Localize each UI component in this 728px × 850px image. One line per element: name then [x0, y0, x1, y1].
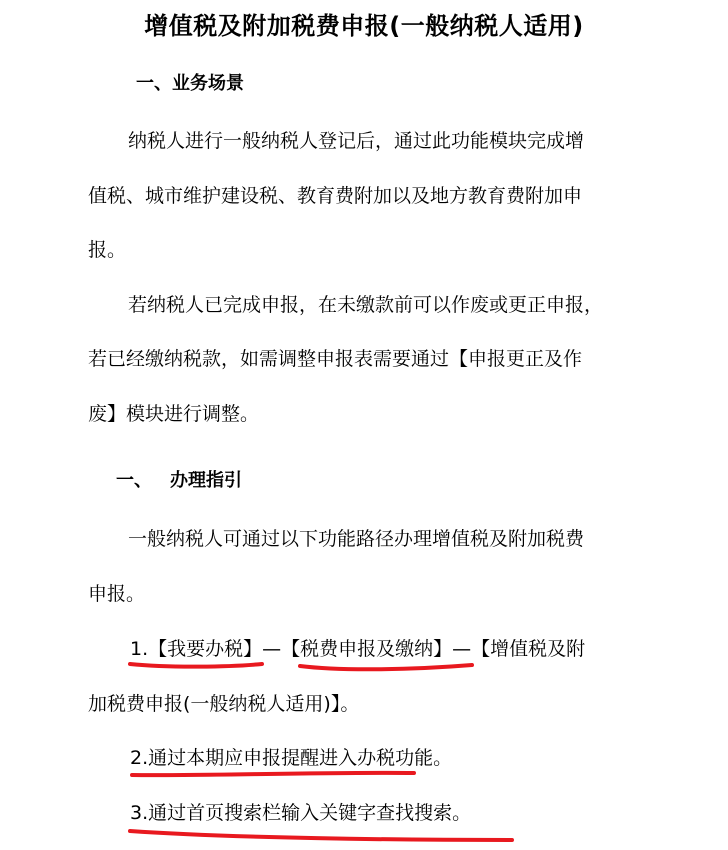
paragraph-line: 申报。 — [88, 583, 146, 605]
path-item-3: 3.通过首页搜索栏输入关键字查找搜索。 — [130, 802, 472, 824]
section-heading-business-scenario: 一、业务场景 — [136, 73, 244, 94]
path-item-1-line: 加税费申报(一般纳税人适用)】。 — [88, 693, 360, 715]
paragraph-line: 纳税人进行一般纳税人登记后，通过此功能模块完成增 — [128, 130, 585, 152]
path-item-2: 2.通过本期应申报提醒进入办税功能。 — [130, 747, 453, 769]
red-underline-item1-second — [300, 665, 472, 669]
red-underline-item3 — [130, 831, 512, 840]
path-item-1-line: 1.【我要办税】—【税费申报及缴纳】—【增值税及附 — [130, 638, 586, 660]
document-title: 增值税及附加税费申报(一般纳税人适用) — [144, 12, 584, 40]
paragraph-line: 一般纳税人可通过以下功能路径办理增值税及附加税费 — [128, 528, 585, 550]
section-heading-guide: 办理指引 — [170, 470, 242, 491]
paragraph-line: 若已经缴纳税款，如需调整申报表需要通过【申报更正及作 — [88, 348, 583, 370]
red-underline-item1 — [130, 664, 262, 667]
paragraph-line: 值税、城市维护建设税、教育费附加以及地方教育费附加申 — [88, 185, 583, 207]
paragraph-line: 废】模块进行调整。 — [88, 403, 260, 425]
paragraph-line: 报。 — [88, 239, 127, 261]
section-heading-number: 一、 — [116, 470, 152, 491]
red-underline-item2 — [132, 773, 414, 775]
paragraph-line: 若纳税人已完成申报，在未缴款前可以作废或更正申报， — [128, 294, 604, 316]
